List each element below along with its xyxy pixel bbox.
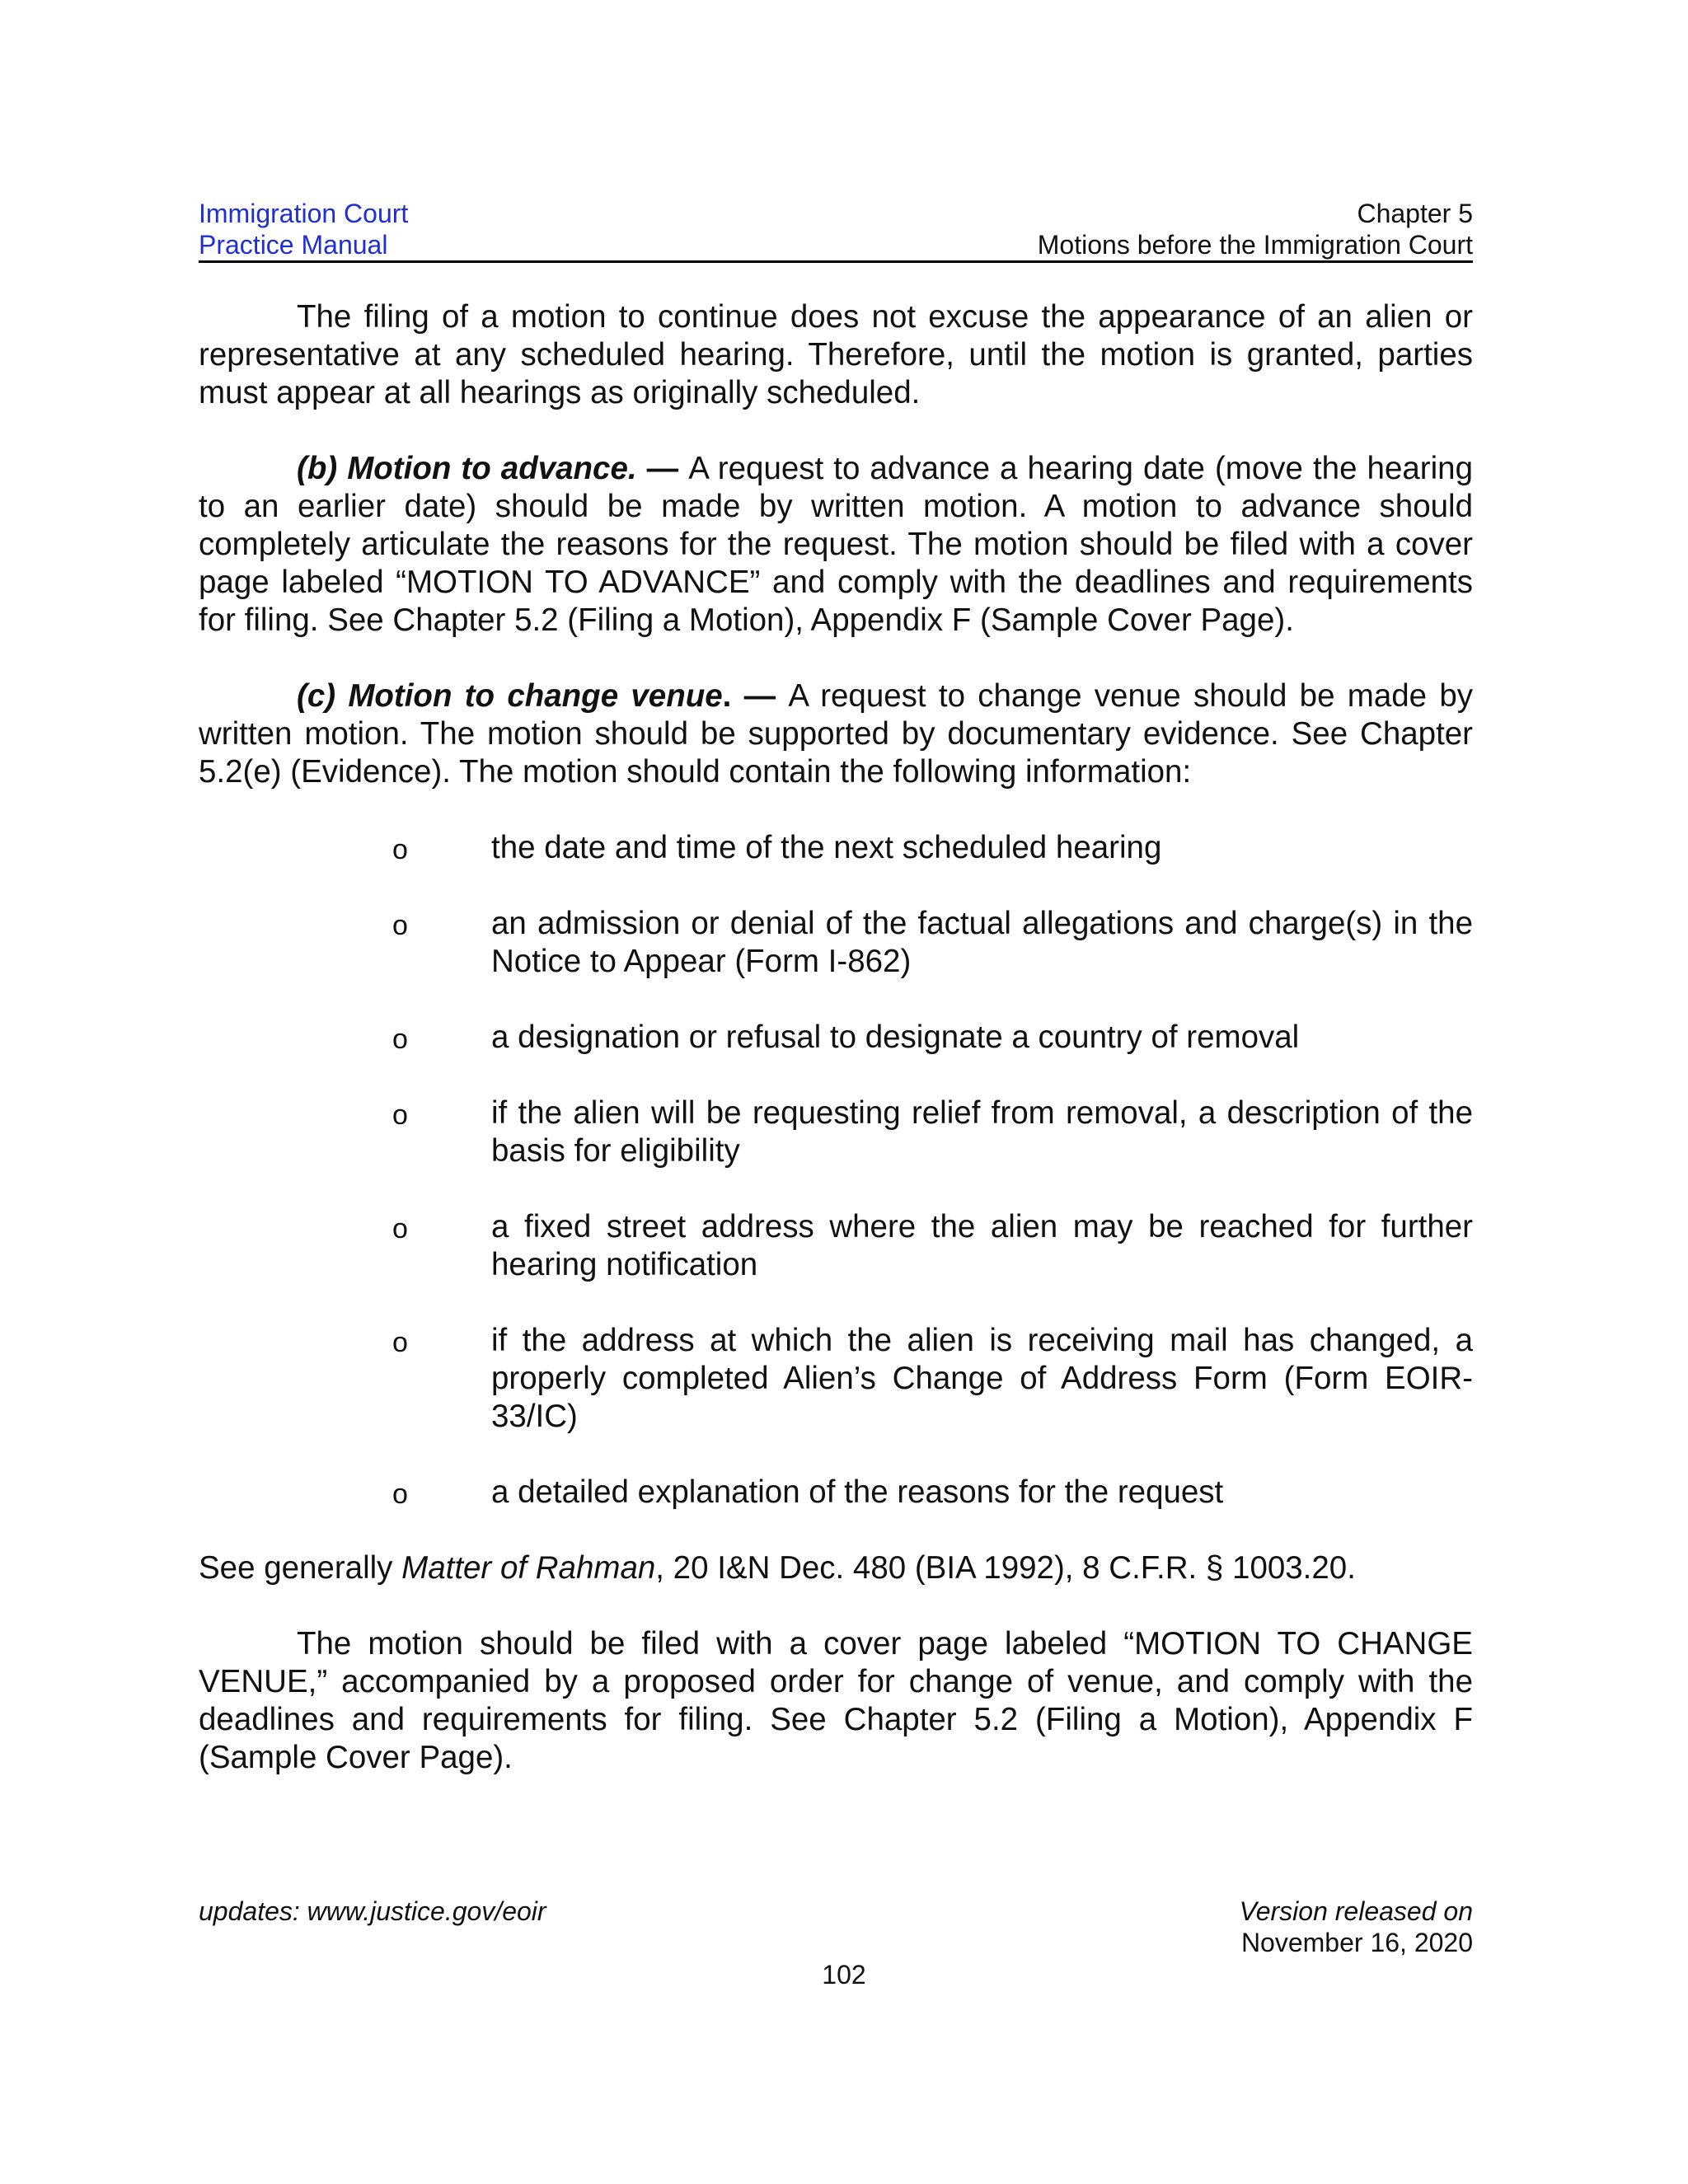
em-dash: . —	[722, 678, 789, 714]
citation-prefix: See generally	[199, 1550, 402, 1586]
chapter-number: Chapter 5	[1357, 199, 1473, 228]
footer-updates-link: updates: www.justice.gov/eoir	[199, 1896, 546, 1926]
paragraph-motion-to-change-venue	[199, 677, 1473, 791]
bullet-marker: o	[392, 1327, 408, 1358]
bullet-marker: o	[392, 834, 408, 865]
manual-title	[199, 198, 408, 260]
bullet-marker: o	[392, 1024, 408, 1055]
manual-title-line2: Practice Manual	[199, 230, 388, 260]
list-item	[199, 1019, 1473, 1057]
list-item	[199, 829, 1473, 867]
page-body	[199, 298, 1473, 1815]
motion-to-advance-heading: (b) Motion to advance.	[297, 451, 637, 486]
version-label: Version released on	[1239, 1896, 1473, 1926]
paragraph-motion-to-advance	[199, 450, 1473, 640]
required-information-list	[199, 829, 1473, 1511]
chapter-title	[1038, 198, 1473, 260]
footer-version	[1240, 1896, 1473, 1958]
list-item-text: a detailed explanation of the reasons for the request	[491, 1474, 1224, 1510]
bullet-marker: o	[392, 1213, 408, 1244]
page-header	[199, 198, 1473, 263]
version-date: November 16, 2020	[1240, 1928, 1473, 1957]
list-item-text: the date and time of the next scheduled hearing	[491, 830, 1162, 865]
list-item-text: an admission or denial of the factual allegations and charge(s) in the Notice to Appear (Form I-862)	[491, 906, 1473, 979]
motion-to-change-venue-heading: (c) Motion to change venue	[297, 678, 723, 714]
citation-suffix: , 20 I&N Dec. 480 (BIA 1992), 8 C.F.R. § 1003.20.	[655, 1550, 1356, 1586]
paragraph-citation	[199, 1549, 1473, 1587]
motion-to-change-venue-text: A request to change venue should be made by written motion. The motion should be supported by documentary evidence. See Chapter 5.2(e) (Evidence). The motion should contain the following information:	[199, 678, 1473, 790]
motion-to-advance-text: A request to advance a hearing date (move the hearing to an earlier date) should be made by written motion. A motion to advance should completely articulate the reasons for the request. The motion should be filed with a cover page labeled “MOTION TO ADVANCE” and comply with the deadlines and requirements for filing. See Chapter 5.2 (Filing a Motion), Appendix F (Sample Cover Page).	[199, 451, 1473, 638]
chapter-name: Motions before the Immigration Court	[1037, 230, 1473, 260]
list-item	[199, 1322, 1473, 1436]
case-name: Matter of Rahman	[401, 1550, 656, 1586]
bullet-marker: o	[392, 1479, 408, 1510]
list-item	[199, 1208, 1473, 1284]
list-item	[199, 905, 1473, 981]
list-item	[199, 1094, 1473, 1170]
list-item-text: if the alien will be requesting relief from removal, a description of the basis for eligibility	[491, 1095, 1473, 1169]
bullet-marker: o	[392, 910, 408, 941]
paragraph-continue-appearance: The filing of a motion to continue does not excuse the appearance of an alien or representative at any scheduled hearing. Therefore, until the motion is granted, parties must appear at all hearings as originally scheduled.	[199, 299, 1473, 410]
list-item-text: a designation or refusal to designate a country of removal	[491, 1019, 1300, 1055]
list-item	[199, 1474, 1473, 1511]
list-item-text: a fixed street address where the alien may be reached for further hearing notification	[491, 1209, 1473, 1282]
bullet-marker: o	[392, 1099, 408, 1131]
em-dash: —	[636, 451, 689, 486]
list-item-text: if the address at which the alien is receiving mail has changed, a properly completed Alien’s Change of Address Form (Form EOIR-33/IC)	[491, 1323, 1473, 1434]
manual-title-line1: Immigration Court	[199, 199, 409, 228]
paragraph-cover-page: The motion should be filed with a cover page labeled “MOTION TO CHANGE VENUE,” accompanied by a proposed order for change of venue, and comply with the deadlines and requirements for filing. See Chapter 5.2 (Filing a Motion), Appendix F (Sample Cover Page).	[199, 1626, 1473, 1775]
page-number: 102	[822, 1960, 866, 1990]
